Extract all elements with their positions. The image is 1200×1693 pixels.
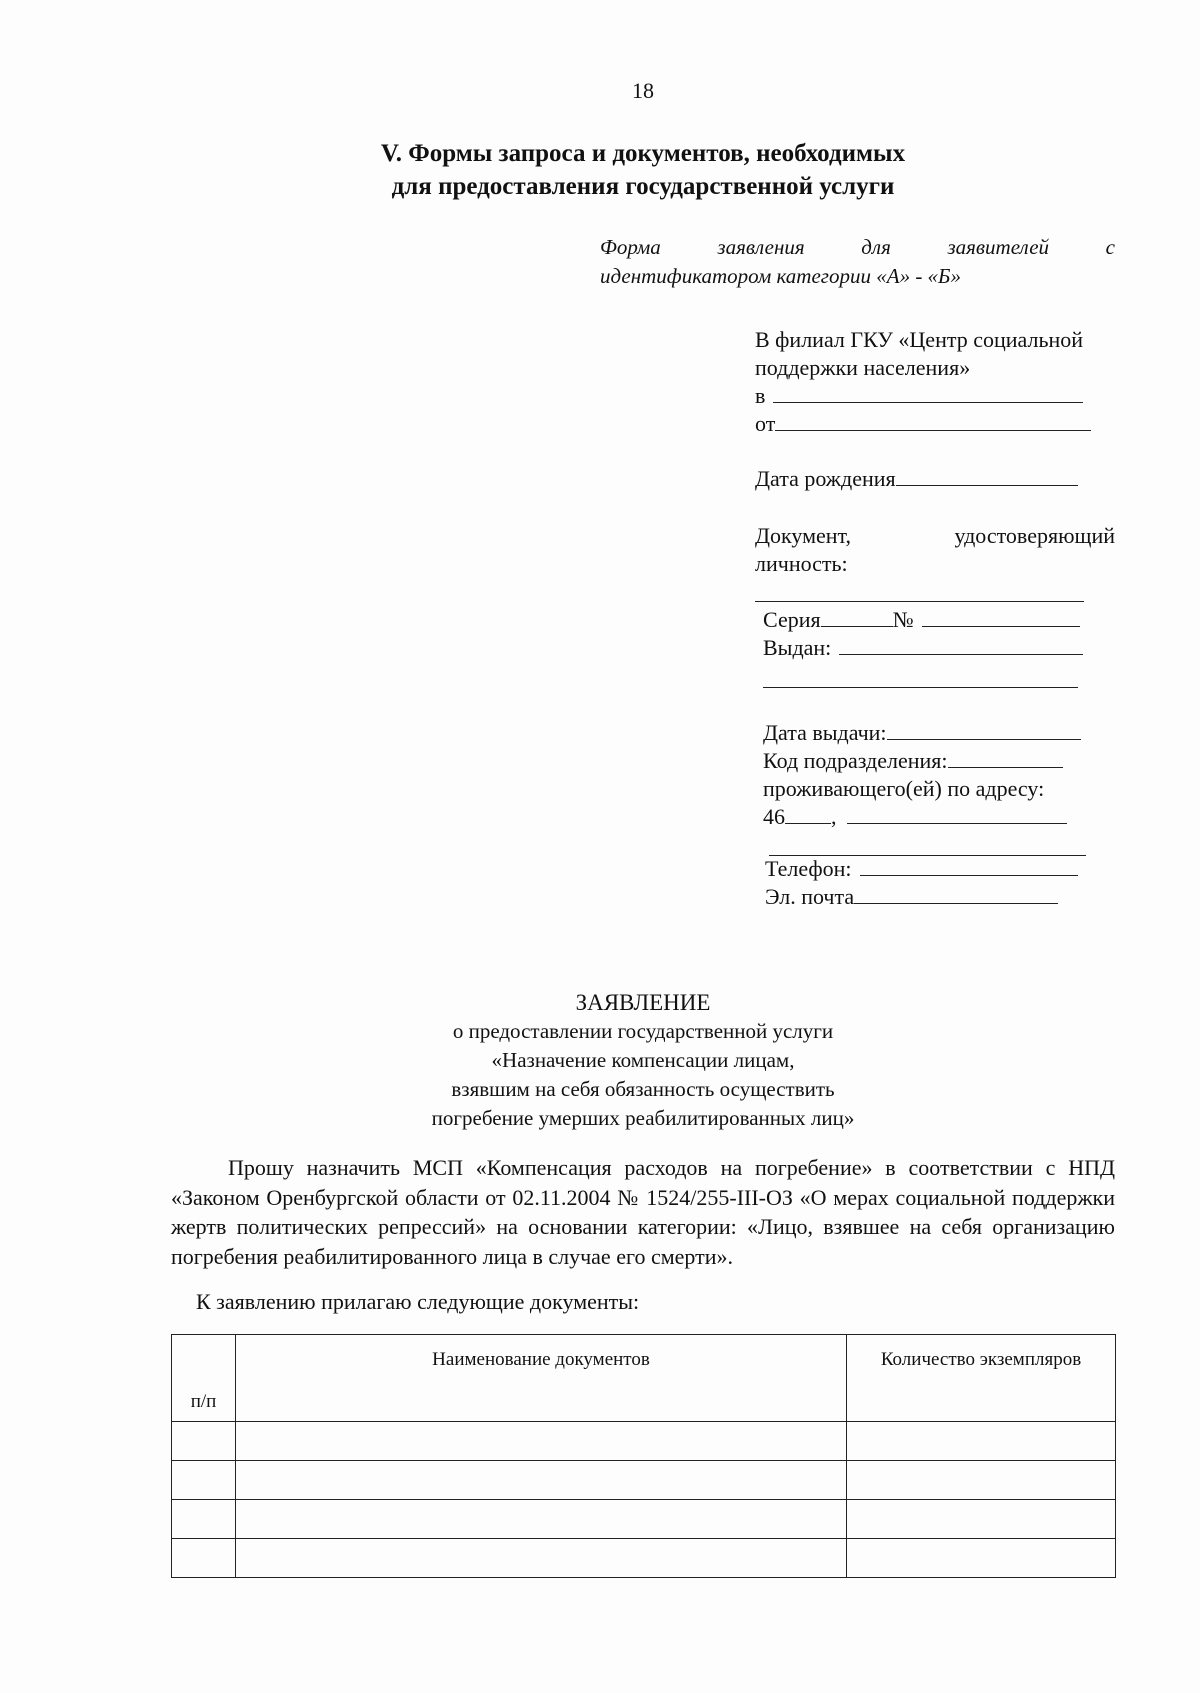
- table-cell-number[interactable]: [172, 1422, 236, 1461]
- table-cell-document-name[interactable]: [236, 1422, 847, 1461]
- id-doc-label-part2: удостоверяющий: [954, 523, 1115, 548]
- issue-date-label: Дата выдачи:: [763, 720, 887, 745]
- addressee-block: [755, 326, 1115, 382]
- page-number: 18: [632, 78, 654, 103]
- email-field[interactable]: [854, 883, 1058, 904]
- section-title-line1: V. Формы запроса и документов, необходимых: [380, 140, 906, 167]
- address-row: [763, 803, 1067, 831]
- issued-field-continued[interactable]: [763, 687, 1078, 688]
- number-label: №: [892, 607, 914, 632]
- table-cell-copies[interactable]: [847, 1539, 1116, 1578]
- addressee-line1: В филиал ГКУ «Центр социальной: [755, 327, 1084, 352]
- section-title: [0, 137, 1200, 203]
- addressee-from-row: [755, 410, 1091, 438]
- statement-heading: [0, 988, 1200, 1133]
- email-row: [765, 883, 1058, 911]
- form-caption-line1: Форма заявления для заявителей с: [600, 235, 1115, 259]
- statement-title: ЗАЯВЛЕНИЕ: [575, 990, 711, 1015]
- division-code-field[interactable]: [948, 747, 1063, 768]
- addressee-from-field[interactable]: [775, 410, 1091, 431]
- addressee-in-row: [755, 382, 1083, 410]
- division-code-label: Код подразделения:: [763, 748, 948, 773]
- number-field[interactable]: [922, 606, 1080, 627]
- column-header-document-name: Наименование документов: [236, 1335, 847, 1422]
- residing-label: проживающего(ей) по адресу:: [763, 776, 1045, 801]
- form-caption: [600, 233, 1115, 291]
- attachments-intro: К заявлению прилагаю следующие документы:: [196, 1289, 640, 1314]
- id-doc-label-line2: личность:: [755, 551, 848, 576]
- id-doc-type-field[interactable]: [755, 601, 1084, 602]
- table-row: [172, 1461, 1116, 1500]
- request-paragraph: Прошу назначить МСП «Компенсация расходов на погребение» в соответствии с НПД «Законом Оренбургской области от 02.11.2004 № 1524/255-III-ОЗ «О мерах социальной поддержки жертв политических репрессий» на основании категории: «Лицо, взявшее на себя организацию погребения реабилитированного лица в случае его смерти».: [171, 1155, 1115, 1269]
- birth-date-row: [755, 465, 1078, 493]
- division-code-row: [763, 747, 1063, 775]
- issued-label: Выдан:: [763, 635, 832, 660]
- addressee-in-label: в: [755, 383, 766, 408]
- table-cell-document-name[interactable]: [236, 1539, 847, 1578]
- series-field[interactable]: [821, 606, 893, 627]
- statement-line2: «Назначение компенсации лицам,: [491, 1048, 795, 1072]
- column-header-number: п/п: [172, 1335, 236, 1422]
- birth-date-field[interactable]: [896, 465, 1078, 486]
- table-cell-document-name[interactable]: [236, 1500, 847, 1539]
- series-label: Серия: [763, 607, 821, 632]
- documents-table: [171, 1334, 1116, 1578]
- statement-line1: о предоставлении государственной услуги: [452, 1019, 834, 1043]
- column-header-copies: Количество экземпляров: [847, 1335, 1116, 1422]
- address-street-field[interactable]: [847, 803, 1067, 824]
- email-label: Эл. почта: [765, 884, 855, 909]
- table-cell-number[interactable]: [172, 1500, 236, 1539]
- table-cell-number[interactable]: [172, 1539, 236, 1578]
- phone-field[interactable]: [860, 855, 1078, 876]
- addressee-from-label: от: [755, 411, 776, 436]
- address-region-field[interactable]: [785, 803, 831, 824]
- birth-date-label: Дата рождения: [755, 466, 896, 491]
- section-title-line2: для предоставления государственной услуги: [391, 173, 895, 200]
- table-cell-copies[interactable]: [847, 1422, 1116, 1461]
- issue-date-field[interactable]: [887, 719, 1081, 740]
- address-comma: ,: [831, 804, 837, 829]
- documents-table-header: [172, 1335, 1116, 1422]
- address-prefix: 46: [763, 804, 785, 829]
- statement-line4: погребение умерших реабилитированных лиц»: [431, 1106, 855, 1130]
- table-row: [172, 1539, 1116, 1578]
- addressee-line2: поддержки населения»: [755, 355, 971, 380]
- issue-date-row: [763, 719, 1081, 747]
- table-row: [172, 1422, 1116, 1461]
- table-cell-copies[interactable]: [847, 1461, 1116, 1500]
- table-row: [172, 1500, 1116, 1539]
- addressee-in-field[interactable]: [773, 382, 1083, 403]
- form-caption-line2: идентификатором категории «А» - «Б»: [600, 264, 961, 288]
- statement-line3: взявшим на себя обязанность осуществить: [451, 1077, 835, 1101]
- table-cell-number[interactable]: [172, 1461, 236, 1500]
- issued-row: [763, 634, 1083, 662]
- id-doc-label-line1: [755, 522, 1115, 550]
- id-doc-label-part1: Документ,: [755, 523, 852, 548]
- phone-row: [765, 855, 1078, 883]
- issued-field[interactable]: [839, 634, 1083, 655]
- series-number-row: [763, 606, 1080, 634]
- table-cell-document-name[interactable]: [236, 1461, 847, 1500]
- phone-label: Телефон:: [765, 856, 852, 881]
- table-cell-copies[interactable]: [847, 1500, 1116, 1539]
